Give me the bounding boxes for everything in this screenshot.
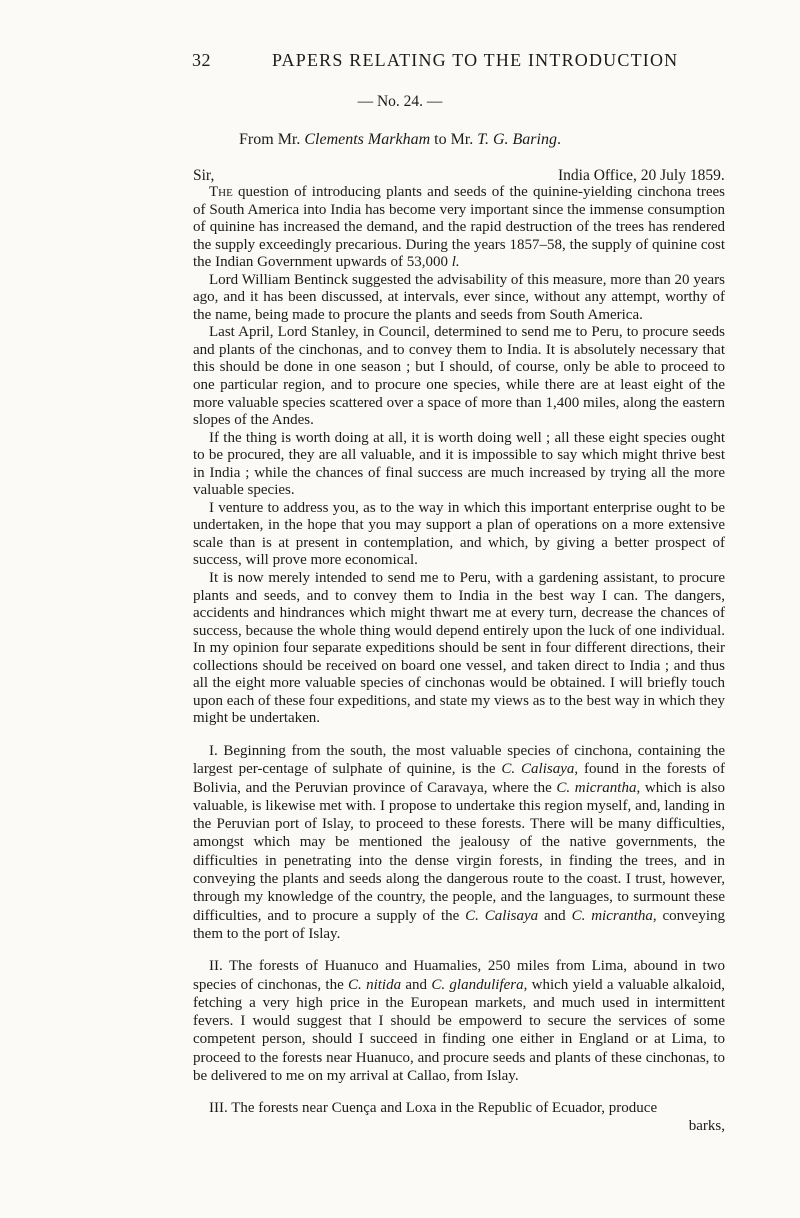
species-name: C. micrantha: [571, 907, 653, 924]
paragraph-5: I venture to address you, as to the way in which this important enterprise ought to be undertaken, in the hope that you may support a plan of operations on a more extensive scale than is at present in contemplation, and which, by giving a better prospect of success, will prove more economical.: [193, 499, 725, 569]
from-prefix: From Mr.: [239, 131, 305, 148]
to-suffix: .: [556, 131, 561, 148]
letter-heading: [0, 131, 800, 149]
letter-number: — No. 24. —: [357, 93, 443, 110]
running-title: PAPERS RELATING TO THE INTRODUCTION: [272, 50, 679, 70]
paragraph-3: Last April, Lord Stanley, in Council, determined to send me to Peru, to procure seeds and plants of the cinchonas, and to convey them to India. It is absolutely necessary that this should be done in one season ; but I should, of course, only be able to proceed to one particular region, and to procure one species, while there are at least eight of the more valuable species scattered over a space of more than 1,400 miles, along the eastern slopes of the Andes.: [193, 324, 725, 429]
paragraph-lead-word: The: [209, 184, 233, 200]
section-2-text-a: II. The forests of Huanuco and Huamalies, 250 miles from Lima, abound in two species of cinchonas, the: [193, 958, 725, 993]
to-prefix: to Mr.: [430, 131, 478, 148]
species-name: C. micrantha: [556, 779, 637, 796]
salutation: Sir,: [193, 167, 215, 184]
paragraph-2: Lord William Bentinck suggested the advisability of this measure, more than 20 years ago, and it has been discussed, at intervals, ever since, without any attempt, worthy of the name, being made to procure the plants and seeds from South America.: [193, 271, 725, 323]
section-1: [193, 742, 725, 943]
place-date: India Office, 20 July 1859.: [558, 167, 725, 184]
section-3: III. The forests near Cuença and Loxa in the Republic of Ecuador, produce: [209, 1100, 658, 1117]
species-name: C. nitida: [348, 976, 402, 993]
section-1-text-b: , found in the forests of Bolivia, and the Peruvian province of Caravaya, where the: [193, 761, 725, 796]
section-1-text-d: and: [538, 907, 572, 924]
section-2-text-c: , which yield a valuable alkaloid, fetching a very high price in the European markets, and much used in intermittent fevers. I would suggest that I should be empowerd to secure the services of some competent person, should I succeed in finding one either in England or at Lima, to proceed to the forests near Huanuco, and procure seeds and plants of these cinchonas, to be delivered to me on my arrival at Callao, from Islay.: [193, 976, 725, 1084]
paragraph-6: It is now merely intended to send me to Peru, with a gardening assistant, to procure plants and seeds, and to convey them to India in the best way I can. The dangers, accidents and hindrances which might thwart me at every turn, decrease the chances of success, because the whole thing would depend entirely upon the luck of one individual. In my opinion four separate expeditions should be sent in four different directions, their collections should be received on board one vessel, and taken direct to India ; and thus all the eight more valuable species of cinchonas would be obtained. I will briefly touch upon each of these four expeditions, and state my views as to the best way in which they might be undertaken.: [193, 570, 725, 727]
letter-body: [193, 184, 725, 1135]
recipient-name: T. G. Baring: [477, 131, 557, 148]
paragraph-1: [193, 184, 725, 272]
currency-unit: l.: [451, 254, 460, 271]
sender-name: Clements Markham: [304, 131, 431, 148]
page-number: 32: [192, 50, 211, 70]
species-name: C. Calisaya: [501, 761, 575, 778]
species-name: C. glandulifera: [431, 976, 524, 993]
section-2: [193, 957, 725, 1085]
section-1-text-e: , conveying them to the port of Islay.: [193, 907, 726, 942]
species-name: C. Calisaya: [465, 907, 539, 924]
section-1-text-c: , which is also valuable, is likewise met with. I propose to undertake this region myself, and, landing in the Peruvian port of Islay, to proceed to these forests. There will be many difficulties, amongst which may be mentioned the jealousy of the native governments, the difficulties in penetrating into the dense virgin forests, in finding the trees, and in conveying the plants and seeds along the dangerous route to the coast. I trust, however, through my knowledge of the country, the people, and the languages, to surmount these difficulties, and to procure a supply of the: [193, 779, 726, 924]
paragraph-1-text: question of introducing plants and seeds of the quinine-yielding cinchona trees of South America into India has become very important since the immense consumption of quinine has increased the demand, and the rapid destruction of the trees has rendered the supply exceedingly precarious. During the years 1857–58, the supply of quinine cost the Indian Government upwards of 53,000: [193, 184, 725, 271]
section-2-text-b: and: [401, 976, 432, 993]
catchword: barks,: [688, 1117, 725, 1134]
section-1-text-a: I. Beginning from the south, the most valuable species of cinchona, containing the largest per-centage of sulphate of quinine, is the: [193, 742, 725, 778]
paragraph-4: If the thing is worth doing at all, it is worth doing well ; all these eight species ought to be procured, they are all valuable, and it is impossible to say which might thrive best in India ; while the chances of final success are much increased by trying all the more valuable species.: [193, 429, 725, 499]
